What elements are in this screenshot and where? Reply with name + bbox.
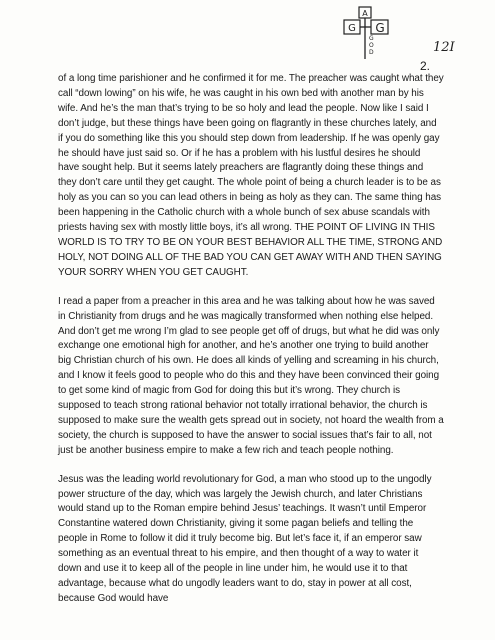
paragraph <box>58 473 444 607</box>
paragraph-text: of a long time parishioner and he confirmed it for me. The preacher was caught what they call “down lowing” on his wife, he was caught in his own bed with another man by his wife. And he’s the man that’s trying to be so holy and lead the people. Now like I said I don’t judge, but these things have been going on flagrantly in these churches lately, and if you do something like this you should step down from leadership. If he was openly gay he should have just said so. Or if he has a problem with his lustful desires he should have sought help. But it seems lately preachers are flagrantly doing these things and they don’t care until they get caught. The whole point of being a church leader is to be as holy as you can so you can lead others in being as holy as they can. The same thing has been happening in the Catholic church with a whole bunch of sex abuse scandals with priests having sex with mostly little boys, it’s all wrong. <box>58 73 444 234</box>
page-number: 2. <box>420 59 431 73</box>
svg-text:O: O <box>369 42 374 49</box>
paragraph <box>58 72 444 281</box>
paragraph-text: I read a paper from a preacher in this area and he was talking about how he was saved in Christianity from drugs and he was magically transformed when nothing else helped. And don’t get me wrong I’m glad to see people get off of drugs, but what he did was only exchange one emotional high for another, and he’s another one trying to build another big Christian church of his own. He does all kinds of yelling and screaming in his church, and I know it feels good to people who do this and they have been convinced their going to get some kind of magic from God for doing this but it’s wrong. They church is supposed to teach strong rational behavior not totally irrational behavior, the church is supposed to make sure the wealth gets spread out in society, not hoard the wealth from a society, the church is supposed to have the answer to social issues that’s fair to all, not just be another business empire to make a few rich and teach people nothing. <box>58 295 444 456</box>
paragraph-text: Jesus was the leading world revolutionary for God, a man who stood up to the ungodly power structure of the day, which was largely the Jewish church, and later Christians would stand up to the Roman empire behind Jesus’ teachings. It wasn’t until Emperor Constantine watered down Christianity, giving it some pagan beliefs and telling the people in Rome to follow it did it truly become big. But let’s face it, if an emperor saw something as an eventual threat to his empire, and then thought of a way to water it down and use it to keep all of the people in line under him, he would use it to that advantage, because what do ungodly leaders want to do, stay in power at all cost, because God would have <box>58 473 432 604</box>
svg-text:G: G <box>348 23 356 34</box>
svg-text:G: G <box>375 21 385 35</box>
svg-text:D: D <box>369 49 374 56</box>
body-text <box>58 72 444 621</box>
svg-text:G: G <box>369 35 374 42</box>
cross-logo-icon <box>339 5 395 61</box>
paragraph <box>58 295 444 459</box>
emphasis-text: THE POINT OF LIVING IN THIS WORLD IS TO TRY TO BE ON YOUR BEST BEHAVIOR ALL THE TIME, STRONG AND HOLY, NOT DOING ALL OF THE BAD YOU CAN GET AWAY WITH AND THEN SAYING YOUR SORRY WHEN YOU GET CAUGHT. <box>58 222 443 278</box>
svg-text:A: A <box>362 9 368 18</box>
handwritten-number: 12I <box>433 40 455 55</box>
